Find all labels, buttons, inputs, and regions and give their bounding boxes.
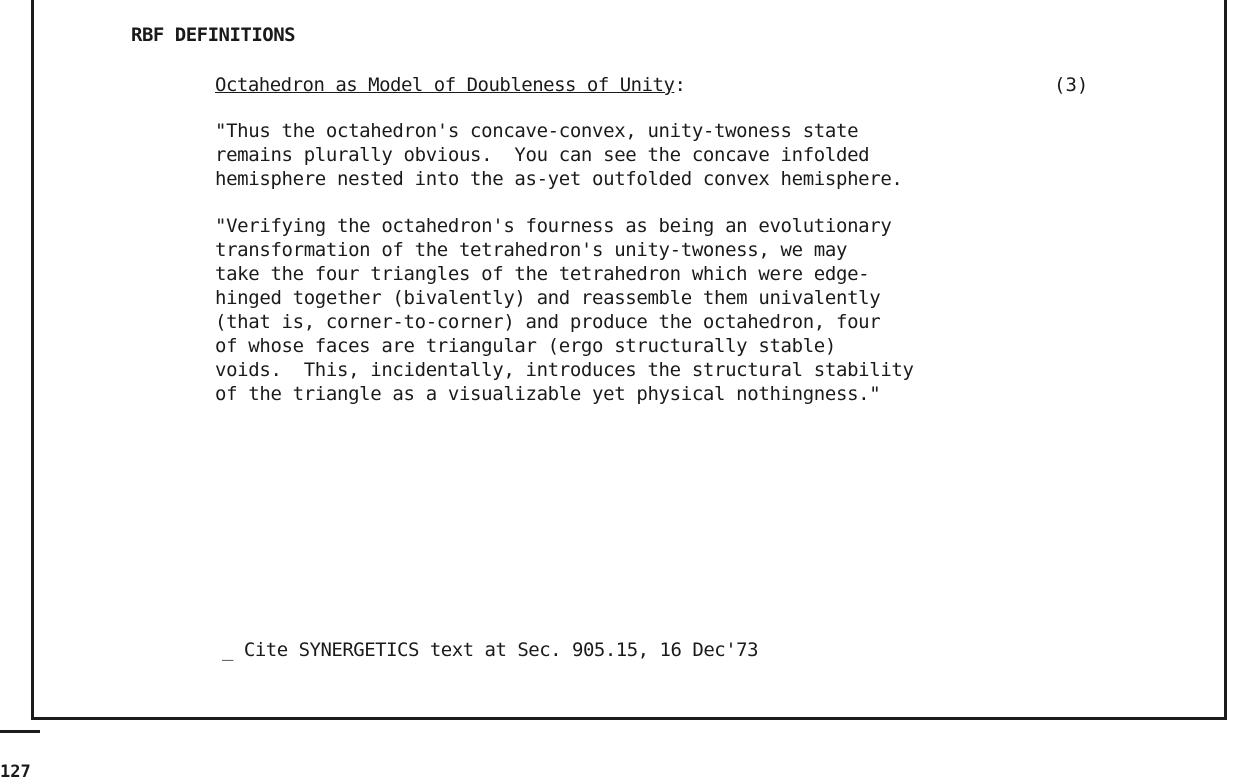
page-number: 127 — [0, 762, 31, 782]
quote-paragraph-2: "Verifying the octahedron's fourness as being an evolutionary transformation of the tetrahedron's unity-twoness, we may take the four triangles of the tetrahedron which were edge- hinged together (bivalently) and reassemble them univalently (that is, corner-to-corner) and produce the octahedron, four of whose faces are triangular (ergo structurally stable) voids. This, incidentally, introduces the structural stability of the triangle as a visualizable yet physical nothingness." — [215, 215, 914, 405]
entry-subtitle — [215, 74, 685, 96]
card-base-line — [0, 730, 40, 733]
page-heading: RBF DEFINITIONS — [131, 24, 296, 46]
citation: _ Cite SYNERGETICS text at Sec. 905.15, 16 Dec'73 — [222, 639, 759, 661]
quote-paragraph-1: "Thus the octahedron's concave-convex, unity-twoness state remains plurally obvious. You can see the concave infolded hemisphere nested into the as-yet outfolded convex hemisphere. — [215, 120, 903, 190]
entry-subtitle-colon: : — [674, 74, 686, 96]
entry-subtitle-text: Octahedron as Model of Doubleness of Unity — [215, 74, 675, 96]
entry-number: (3) — [1054, 74, 1089, 96]
